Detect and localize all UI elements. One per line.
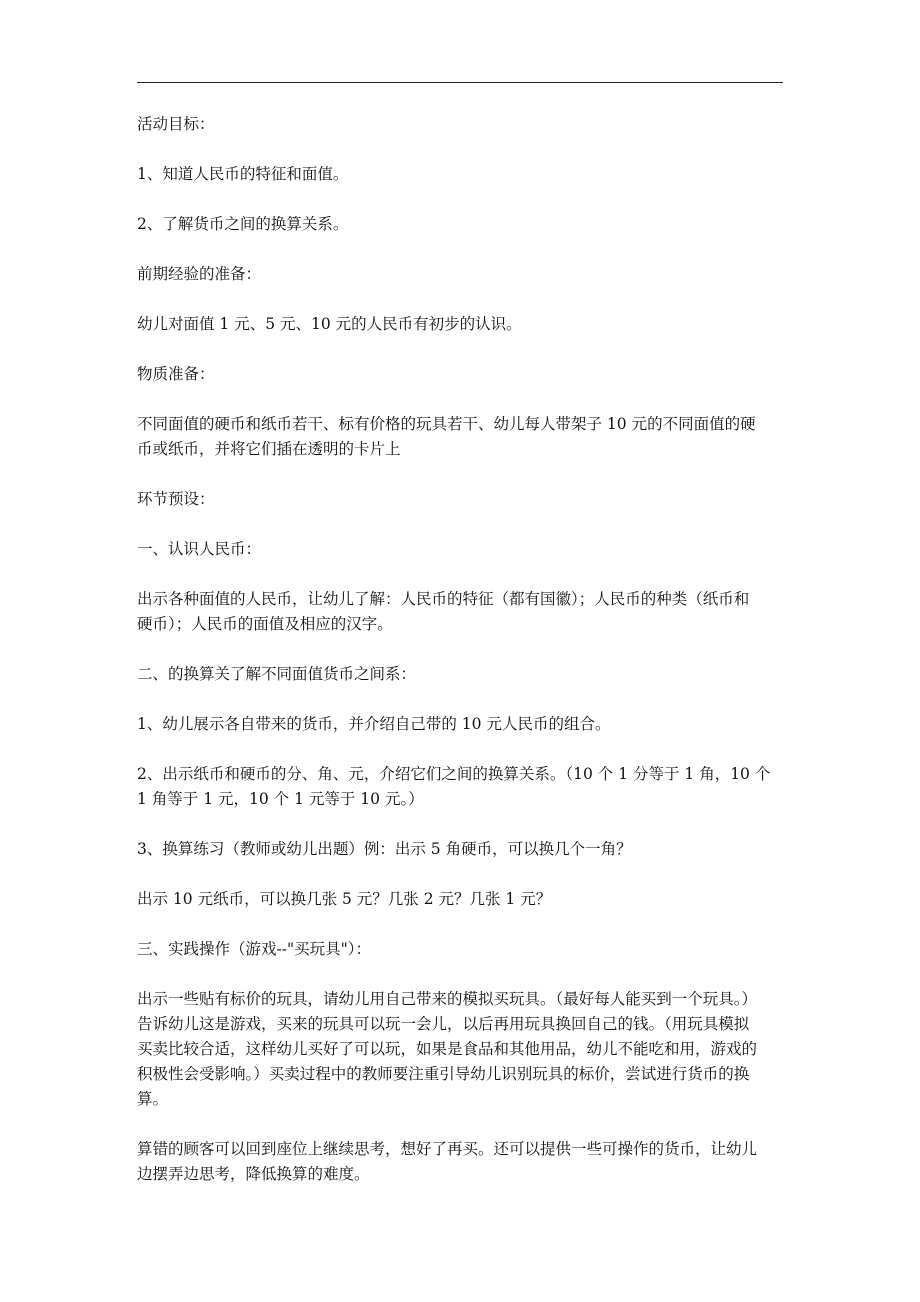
text-line: 1、知道人民币的特征和面值。 bbox=[137, 165, 349, 183]
text-line: 1 角等于 1 元，10 个 1 元等于 10 元。） bbox=[137, 790, 424, 808]
text-line: 幼儿对面值 1 元、5 元、10 元的人民币有初步的认识。 bbox=[137, 315, 522, 333]
heading-prior-experience bbox=[137, 262, 785, 287]
section-3-text bbox=[137, 987, 785, 1112]
text-line: 硬币）；人民币的面值及相应的汉字。 bbox=[137, 615, 393, 633]
text-line: 2、了解货币之间的换算关系。 bbox=[137, 215, 349, 233]
text-line: 买卖比较合适，这样幼儿买好了可以玩，如果是食品和其他用品，幼儿不能吃和用，游戏的 bbox=[137, 1040, 758, 1058]
text-line: 前期经验的准备： bbox=[137, 265, 262, 283]
section-1-heading bbox=[137, 537, 785, 562]
section-2-heading bbox=[137, 662, 785, 687]
text-line: 1、幼儿展示各自带来的货币，并介绍自己带的 10 元人民币的组合。 bbox=[137, 715, 611, 733]
text-line: 边摆弄边思考，降低换算的难度。 bbox=[137, 1165, 370, 1183]
text-line: 算错的顾客可以回到座位上继续思考，想好了再买。还可以提供一些可操作的货币，让幼儿 bbox=[137, 1140, 758, 1158]
text-line: 三、实践操作（游戏--"买玩具"）： bbox=[137, 940, 371, 958]
section-2-item-1 bbox=[137, 712, 785, 737]
text-line: 环节预设： bbox=[137, 490, 215, 508]
text-line: 出示各种面值的人民币，让幼儿了解：人民币的特征（都有国徽）；人民币的种类（纸币和 bbox=[137, 590, 750, 608]
section-2-item-3 bbox=[137, 837, 785, 862]
goal-item-1 bbox=[137, 162, 785, 187]
text-line: 3、换算练习（教师或幼儿出题）例：出示 5 角硬币，可以换几个一角？ bbox=[137, 840, 632, 858]
materials-text bbox=[137, 412, 785, 462]
text-line: 告诉幼儿这是游戏，买来的玩具可以玩一会儿，以后再用玩具换回自己的钱。（用玩具模拟 bbox=[137, 1015, 750, 1033]
text-line: 出示一些贴有标价的玩具，请幼儿用自己带来的模拟买玩具。（最好每人能买到一个玩具。） bbox=[137, 990, 758, 1008]
heading-procedure bbox=[137, 487, 785, 512]
header-rule bbox=[137, 82, 783, 83]
text-line: 一、认识人民币： bbox=[137, 540, 262, 558]
text-line: 2、出示纸币和硬币的分、角、元，介绍它们之间的换算关系。（10 个 1 分等于 1 角，10 个 bbox=[137, 765, 771, 783]
section-3-heading bbox=[137, 937, 785, 962]
section-2-item-3-cont bbox=[137, 887, 785, 912]
text-line: 算。 bbox=[137, 1090, 169, 1108]
text-line: 出示 10 元纸币，可以换几张 5 元？几张 2 元？几张 1 元？ bbox=[137, 890, 552, 908]
text-line: 二、的换算关了解不同面值货币之间系： bbox=[137, 665, 417, 683]
text-line: 币或纸币，并将它们插在透明的卡片上 bbox=[137, 440, 401, 458]
closing-text bbox=[137, 1137, 785, 1187]
heading-materials bbox=[137, 362, 785, 387]
prior-experience-text bbox=[137, 312, 785, 337]
text-line: 积极性会受影响。）买卖过程中的教师要注重引导幼儿识别玩具的标价，尝试进行货币的换 bbox=[137, 1065, 750, 1083]
text-line: 物质准备： bbox=[137, 365, 215, 383]
section-1-text bbox=[137, 587, 785, 637]
section-2-item-2 bbox=[137, 762, 785, 812]
text-line: 不同面值的硬币和纸币若干、标有价格的玩具若干、幼儿每人带架子 10 元的不同面值的硬 bbox=[137, 415, 756, 433]
document-body bbox=[137, 112, 785, 1187]
heading-activity-goals bbox=[137, 112, 785, 137]
text-line: 活动目标： bbox=[137, 115, 215, 133]
goal-item-2 bbox=[137, 212, 785, 237]
